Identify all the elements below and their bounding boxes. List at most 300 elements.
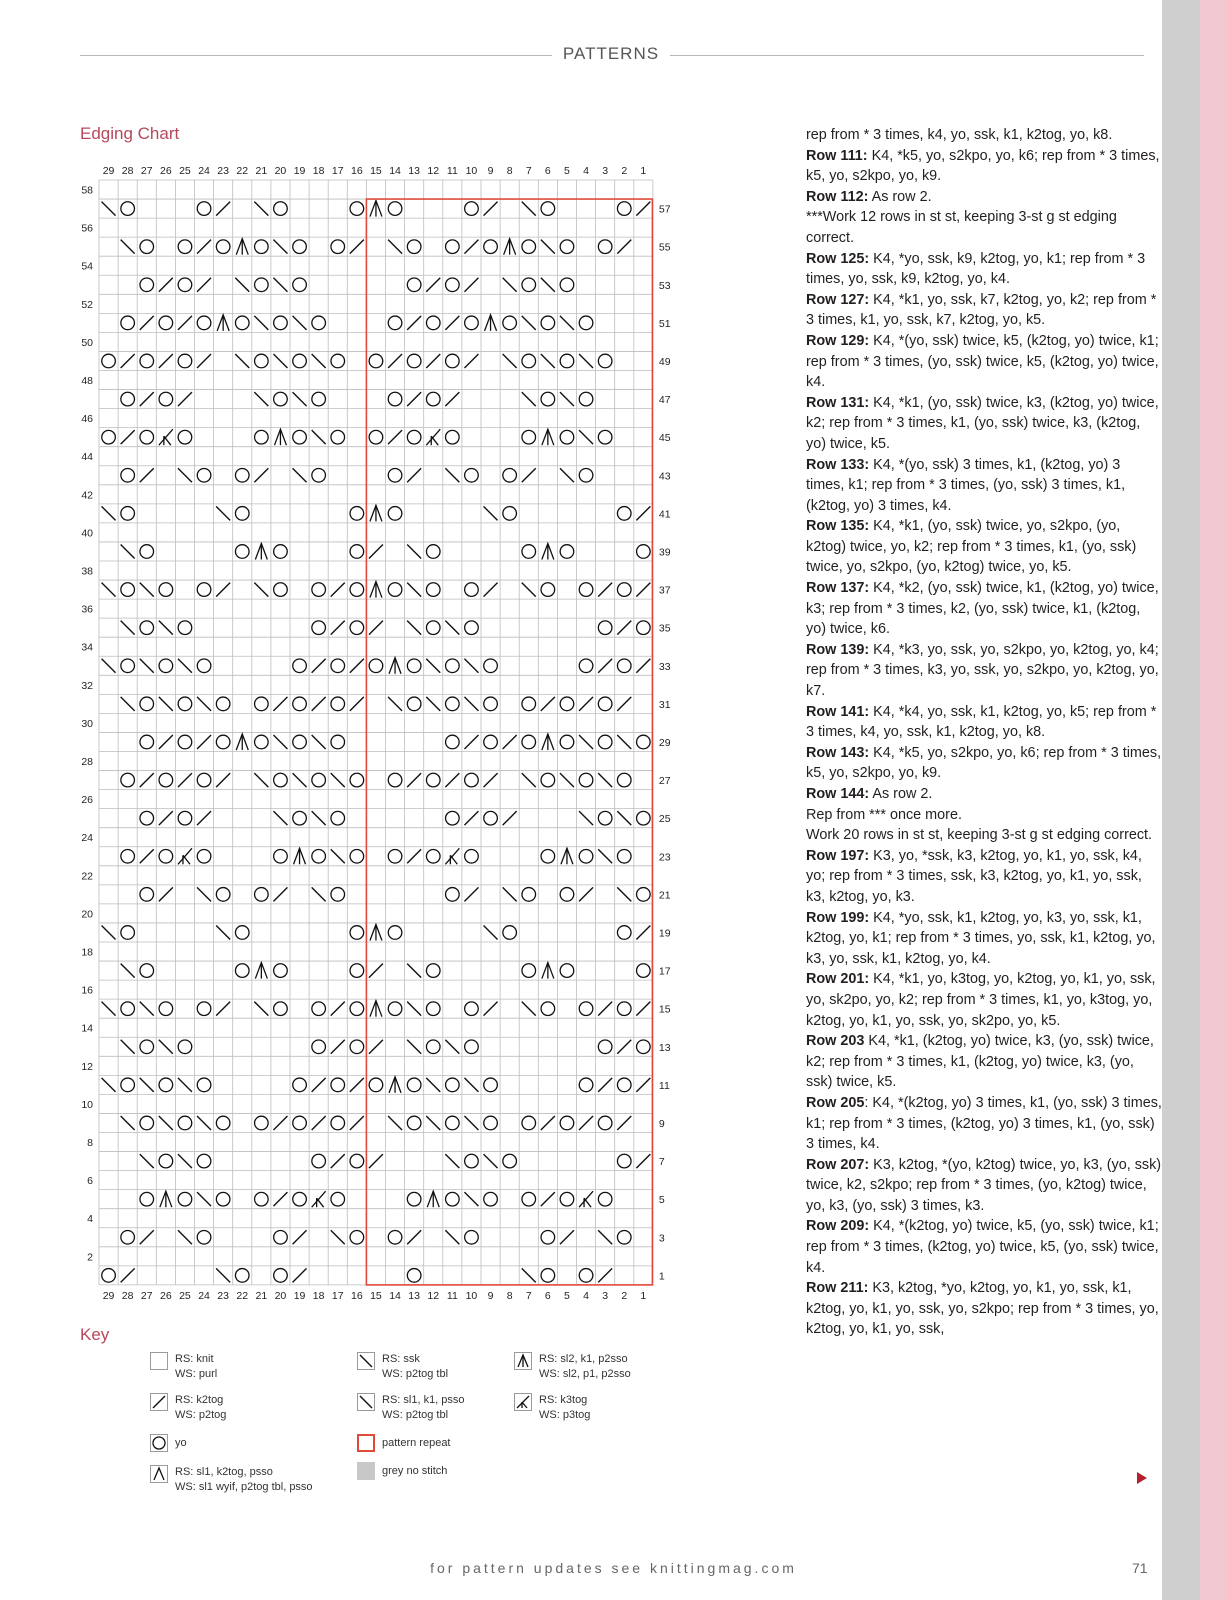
k2tog-symbol — [598, 583, 612, 597]
yo-symbol — [560, 735, 574, 749]
yo-symbol — [159, 1078, 173, 1092]
ssk-symbol — [159, 1040, 173, 1054]
chart-col-label-top: 11 — [446, 165, 458, 177]
yo-symbol — [312, 392, 326, 406]
chart-col-label-top: 7 — [525, 165, 532, 177]
ssk-symbol — [235, 278, 249, 292]
s2kpo-symbol — [542, 734, 554, 750]
ssk-symbol — [522, 1002, 536, 1016]
s2kpo-symbol — [160, 1191, 172, 1207]
k2tog-symbol — [273, 697, 287, 711]
chart-col-label-bottom: 5 — [564, 1289, 570, 1302]
yo-symbol — [617, 1230, 631, 1244]
s2kpo-symbol — [294, 848, 306, 864]
s2kpo-symbol — [542, 543, 554, 559]
k2tog-symbol — [617, 1040, 631, 1054]
chart-row-label-right: 15 — [658, 1003, 671, 1016]
yo-symbol — [121, 773, 135, 787]
instruction-row — [806, 784, 1162, 805]
chart-col-label-bottom: 25 — [179, 1289, 191, 1302]
chart-col-label-bottom: 1 — [640, 1289, 647, 1302]
yo-symbol — [274, 202, 288, 216]
yo-symbol — [350, 964, 364, 978]
key-item-repeat — [357, 1434, 451, 1452]
yo-symbol — [216, 240, 230, 254]
k2tog-symbol — [140, 316, 154, 330]
chart-row-label-left: 12 — [81, 1060, 93, 1073]
chart-row-label-left: 34 — [81, 641, 93, 654]
k2tog-symbol — [159, 735, 173, 749]
yo-symbol — [560, 240, 574, 254]
yo-symbol — [598, 1192, 612, 1206]
chart-col-label-top: 10 — [465, 165, 478, 177]
yo-symbol — [446, 240, 460, 254]
yo-symbol — [350, 621, 364, 635]
yo-symbol — [522, 545, 536, 559]
k2tog-symbol — [197, 240, 211, 254]
instruction-row — [806, 516, 1162, 578]
ssk-symbol — [522, 1268, 536, 1282]
yo-symbol — [407, 240, 421, 254]
yo-symbol — [446, 1192, 460, 1206]
yo-symbol — [426, 1002, 440, 1016]
chart-row-label-right: 33 — [658, 660, 671, 673]
key-label-line: WS: p2tog tbl — [382, 1409, 449, 1421]
key-label — [382, 1436, 451, 1451]
key-label-line: RS: k3tog — [539, 1394, 588, 1406]
instruction-row-label: Row 209: — [806, 1218, 870, 1235]
k2tog-symbol — [388, 354, 402, 368]
yo-symbol — [617, 583, 631, 597]
instruction-row — [806, 640, 1162, 702]
yo-symbol — [350, 202, 364, 216]
yo-symbol — [312, 583, 326, 597]
k2tog-symbol — [159, 811, 173, 825]
ssk-symbol — [121, 240, 135, 254]
instruction-row — [806, 1155, 1162, 1217]
yo-symbol — [178, 1116, 192, 1130]
yo-symbol — [140, 240, 154, 254]
k2tog-symbol — [178, 392, 192, 406]
chart-row-label-left: 10 — [81, 1098, 93, 1111]
yo-symbol — [465, 202, 479, 216]
yo-symbol — [121, 392, 135, 406]
yo-symbol — [541, 392, 555, 406]
yo-symbol — [255, 697, 269, 711]
yo-symbol — [293, 659, 307, 673]
chart-col-label-bottom: 22 — [236, 1289, 249, 1302]
chart-col-label-top: 8 — [506, 165, 513, 177]
ssk-symbol — [331, 773, 345, 787]
chart-col-label-bottom: 24 — [198, 1289, 210, 1302]
instruction-row — [806, 1093, 1162, 1155]
ssk-symbol — [293, 773, 307, 787]
yo-symbol — [617, 202, 631, 216]
ssk-symbol — [102, 506, 116, 520]
chart-row-label-left: 54 — [81, 260, 93, 273]
k2tog-symbol — [636, 1078, 650, 1092]
chart-col-label-top: 9 — [487, 165, 494, 177]
chart-col-label-bottom: 26 — [160, 1289, 172, 1302]
chart-col-label-bottom: 6 — [544, 1289, 551, 1302]
yo-symbol — [426, 964, 440, 978]
yo-symbol — [178, 354, 192, 368]
yo-symbol — [407, 354, 421, 368]
ssk-symbol — [407, 583, 421, 597]
ssk-symbol — [159, 621, 173, 635]
chart-col-label-bottom: 14 — [389, 1289, 401, 1302]
chart-row-label-left: 52 — [81, 298, 93, 311]
key-item-ssk — [357, 1352, 448, 1382]
yo-symbol — [331, 1116, 345, 1130]
chart-row-label-right: 47 — [658, 394, 671, 407]
s2kpo-symbol — [236, 239, 248, 255]
chart-grid — [99, 180, 653, 1285]
k2tog-symbol — [254, 468, 268, 482]
yo-symbol — [350, 1040, 364, 1054]
chart-row-label-left: 48 — [81, 375, 93, 388]
yo-symbol — [350, 1002, 364, 1016]
ssk-symbol — [445, 1040, 459, 1054]
instruction-row — [806, 125, 1162, 146]
yo-symbol — [407, 1116, 421, 1130]
chart-col-label-bottom: 15 — [370, 1289, 382, 1302]
k2tog-symbol — [407, 1230, 421, 1244]
k2tog-symbol — [312, 1116, 326, 1130]
instruction-row — [806, 146, 1162, 187]
key-item-s2kpo — [514, 1352, 631, 1382]
yo-symbol — [465, 468, 479, 482]
k2tog-symbol — [350, 659, 364, 673]
chart-row-label-left: 24 — [81, 832, 93, 845]
yo-symbol — [522, 278, 536, 292]
k2tog-symbol — [598, 659, 612, 673]
ssk-symbol — [102, 1078, 116, 1092]
yo-symbol — [102, 354, 116, 368]
instruction-row-label: Row 211: — [806, 1280, 869, 1297]
k2tog-symbol — [369, 544, 383, 558]
ssk-symbol — [445, 621, 459, 635]
yo-symbol — [197, 773, 211, 787]
ssk-symbol — [522, 773, 536, 787]
yo-symbol — [369, 1078, 383, 1092]
instruction-row — [806, 578, 1162, 640]
k2tog-symbol — [121, 354, 135, 368]
yo-symbol — [407, 1269, 421, 1283]
k2tog-symbol — [197, 278, 211, 292]
ssk-symbol — [254, 316, 268, 330]
instruction-row-text: K4, *k2, (yo, ssk) twice, k1, (k2tog, yo) twice, k3; rep from * 3 times, k2, (yo, ssk) twice, k1, (k2tog, yo) twice, k6. — [806, 580, 1159, 638]
yo-symbol — [484, 240, 498, 254]
yo-symbol — [274, 964, 288, 978]
yo-symbol — [331, 1192, 345, 1206]
measuring-ruler-pink — [1200, 0, 1227, 1600]
chart-row-label-left: 4 — [87, 1213, 93, 1226]
ssk-symbol — [102, 925, 116, 939]
chart-row-label-right: 11 — [658, 1079, 670, 1092]
pattern-instructions — [806, 125, 1162, 1340]
yo-symbol — [159, 392, 173, 406]
k2tog-symbol — [121, 430, 135, 444]
yo-symbol — [484, 1192, 498, 1206]
yo-symbol — [446, 1116, 460, 1130]
yo-symbol — [446, 888, 460, 902]
yo-symbol — [140, 1192, 154, 1206]
s2kpo-symbol — [504, 239, 516, 255]
ssk-symbol — [121, 621, 135, 635]
yo-symbol — [598, 811, 612, 825]
yo-symbol — [121, 926, 135, 940]
key-label-line: WS: sl2, p1, p2sso — [539, 1368, 631, 1380]
k2tog-symbol — [140, 392, 154, 406]
chart-col-label-top: 22 — [236, 165, 249, 177]
chart-row-label-left: 2 — [87, 1251, 93, 1264]
k2tog-symbol — [350, 1116, 364, 1130]
yo-symbol — [407, 1078, 421, 1092]
s2kpo-symbol — [542, 963, 554, 979]
instruction-row-text: K4, *yo, ssk, k1, k2tog, yo, k3, yo, ssk, k1, k2tog, yo, k1; rep from * 3 times, yo, ssk, k1, k2tog, yo, k3, yo, ssk, k1, k2tog, yo, k4. — [806, 909, 1156, 967]
chart-row-label-right: 1 — [658, 1270, 665, 1283]
yo-symbol — [274, 545, 288, 559]
s2kpo-symbol — [255, 963, 267, 979]
yo-symbol — [426, 583, 440, 597]
k2tog-symbol — [331, 1154, 345, 1168]
chart-col-label-top: 15 — [370, 165, 382, 177]
chart-col-label-bottom: 13 — [408, 1289, 420, 1302]
yo-symbol — [197, 1078, 211, 1092]
yo-symbol — [293, 240, 307, 254]
yo-symbol — [407, 278, 421, 292]
yo-symbol — [560, 1116, 574, 1130]
yo-symbol — [293, 354, 307, 368]
ssk-symbol — [464, 697, 478, 711]
yo-symbol — [293, 278, 307, 292]
s2kpo-symbol — [389, 1077, 401, 1093]
yo-symbol — [216, 1116, 230, 1130]
k2tog-symbol — [541, 1192, 555, 1206]
yo-symbol — [541, 1269, 555, 1283]
k2tog-symbol — [636, 659, 650, 673]
key-label-line: RS: k2tog — [175, 1394, 224, 1406]
ssk-symbol — [197, 887, 211, 901]
instruction-row-text: K4, *k5, yo, s2kpo, yo, k6; rep from * 3 times, k5, yo, s2kpo, yo, k9. — [806, 147, 1160, 185]
chart-row-label-right: 3 — [658, 1232, 665, 1245]
ssk-symbol — [273, 240, 287, 254]
yo-symbol — [426, 621, 440, 635]
yo-symbol — [331, 888, 345, 902]
yo-symbol — [293, 811, 307, 825]
k2tog-symbol — [407, 773, 421, 787]
yo-symbol — [465, 583, 479, 597]
k2tog-symbol — [197, 354, 211, 368]
k2tog-symbol — [388, 430, 402, 444]
ssk-symbol — [273, 811, 287, 825]
yo-symbol — [140, 735, 154, 749]
yo-symbol — [541, 849, 555, 863]
yo-symbol — [178, 1192, 192, 1206]
yo-symbol — [255, 430, 269, 444]
yo-symbol — [312, 468, 326, 482]
instruction-row-text: K3, yo, *ssk, k3, k2tog, yo, k1, yo, ssk, k4, yo; rep from * 3 times, ssk, k3, k2tog, yo, k1, yo, ssk, k3, k2tog, yo, k3. — [806, 847, 1142, 905]
instruction-row-label: Row 112: — [806, 188, 869, 205]
key-label-line: RS: sl2, k1, p2sso — [539, 1353, 628, 1365]
chart-row-label-left: 38 — [81, 565, 93, 578]
yo-symbol — [446, 659, 460, 673]
instruction-row-text: As row 2. — [868, 188, 932, 205]
k2tog-symbol — [140, 468, 154, 482]
yo-symbol — [178, 811, 192, 825]
yo-symbol — [503, 1154, 517, 1168]
instruction-row-text: K4, *k5, yo, s2kpo, yo, k6; rep from * 3 times, k5, yo, s2kpo, yo, k9. — [806, 744, 1162, 782]
yo-symbol — [541, 583, 555, 597]
instruction-row-text: Rep from *** once more. — [806, 806, 962, 823]
key-item-k3tog — [514, 1393, 590, 1423]
ssk-symbol — [503, 278, 517, 292]
ssk-symbol — [484, 506, 498, 520]
ssk-symbol — [293, 392, 307, 406]
yo-symbol — [255, 1192, 269, 1206]
ssk-symbol — [560, 468, 574, 482]
k2tog-symbol — [369, 621, 383, 635]
ssk-symbol — [178, 1078, 192, 1092]
instruction-row-label: Row 125: — [806, 250, 870, 267]
yo-symbol — [159, 1002, 173, 1016]
instruction-row-label: Row 205 — [806, 1094, 865, 1111]
key-symbol-s2kpo-icon — [514, 1352, 532, 1370]
yo-symbol — [388, 202, 402, 216]
yo-symbol — [255, 1116, 269, 1130]
k2tog-symbol — [350, 240, 364, 254]
yo-symbol — [178, 430, 192, 444]
key-symbol-yo-icon — [150, 1434, 168, 1452]
yo-symbol — [140, 278, 154, 292]
ssk-symbol — [464, 1116, 478, 1130]
chart-col-label-top: 12 — [427, 165, 440, 177]
ssk-symbol — [121, 697, 135, 711]
ssk-symbol — [503, 887, 517, 901]
ssk-symbol — [178, 1154, 192, 1168]
key-item-sk2po — [150, 1465, 313, 1495]
key-symbol-sk2po-icon — [150, 1465, 168, 1483]
ssk-symbol — [407, 964, 421, 978]
yo-symbol — [637, 888, 651, 902]
yo-symbol — [503, 507, 517, 521]
ssk-symbol — [388, 1116, 402, 1130]
instruction-row — [806, 908, 1162, 970]
yo-symbol — [140, 1116, 154, 1130]
yo-symbol — [579, 849, 593, 863]
instruction-row-label: Row 131: — [806, 394, 870, 411]
yo-symbol — [560, 354, 574, 368]
ssk-symbol — [617, 811, 631, 825]
k3tog-symbol — [426, 429, 440, 445]
yo-symbol — [426, 1040, 440, 1054]
yo-symbol — [140, 430, 154, 444]
key-label — [175, 1436, 187, 1451]
yo-symbol — [197, 1230, 211, 1244]
instruction-row-text: K3, k2tog, *(yo, k2tog) twice, yo, k3, (yo, ssk) twice, k2, s2kpo; rep from * 3 times, (yo, k2tog) twice, yo, k3, (yo, ssk) 3 times, k3. — [806, 1156, 1162, 1214]
k2tog-symbol — [312, 1078, 326, 1092]
yo-symbol — [140, 697, 154, 711]
ssk-symbol — [617, 887, 631, 901]
ssk-symbol — [560, 316, 574, 330]
s2kpo-symbol — [370, 582, 382, 598]
instruction-row-text: rep from * 3 times, k4, yo, ssk, k1, k2tog, yo, k8. — [806, 127, 1113, 143]
header-rule-left — [80, 55, 552, 56]
ssk-symbol — [254, 773, 268, 787]
ssk-symbol — [407, 544, 421, 558]
key-label-line: grey no stitch — [382, 1465, 448, 1477]
instruction-row — [806, 702, 1162, 743]
key-label — [382, 1464, 447, 1479]
yo-symbol — [197, 583, 211, 597]
k3tog-symbol — [445, 848, 459, 864]
k2tog-symbol — [579, 887, 593, 901]
k2tog-symbol — [350, 697, 364, 711]
key-label-line: RS: knit — [175, 1353, 214, 1365]
key-item-k2tog — [150, 1393, 226, 1423]
key-label-line: WS: p2tog — [175, 1409, 227, 1421]
ssk-symbol — [579, 735, 593, 749]
chart-col-label-bottom: 3 — [602, 1289, 609, 1302]
key-item-blank — [150, 1352, 217, 1382]
yo-symbol — [235, 926, 249, 940]
key-symbol-ssk-icon — [357, 1352, 375, 1370]
chart-col-label-bottom: 4 — [583, 1289, 589, 1302]
yo-symbol — [465, 1230, 479, 1244]
k2tog-symbol — [331, 621, 345, 635]
yo-symbol — [235, 964, 249, 978]
yo-symbol — [255, 888, 269, 902]
ssk-symbol — [102, 1002, 116, 1016]
k2tog-symbol — [636, 202, 650, 216]
yo-symbol — [235, 316, 249, 330]
ssk-symbol — [579, 811, 593, 825]
k2tog-symbol — [369, 1154, 383, 1168]
instruction-row-label: Row 127: — [806, 291, 870, 308]
s2kpo-symbol — [370, 1001, 382, 1017]
s2kpo-symbol — [389, 658, 401, 674]
instruction-row-label: Row 199: — [806, 909, 870, 926]
yo-symbol — [388, 507, 402, 521]
yo-symbol — [426, 545, 440, 559]
yo-symbol — [388, 1230, 402, 1244]
chart-row-label-right: 45 — [658, 432, 671, 445]
yo-symbol — [579, 773, 593, 787]
yo-symbol — [293, 1192, 307, 1206]
chart-col-label-bottom: 28 — [121, 1289, 134, 1302]
k2tog-symbol — [617, 1116, 631, 1130]
yo-symbol — [465, 1002, 479, 1016]
ssk-symbol — [579, 430, 593, 444]
edging-chart — [72, 158, 671, 1308]
k2tog-symbol — [407, 316, 421, 330]
yo-symbol — [522, 964, 536, 978]
chart-row-label-right: 51 — [658, 317, 671, 330]
ssk-symbol — [140, 1154, 154, 1168]
yo-symbol — [446, 278, 460, 292]
chart-row-label-right: 23 — [658, 851, 671, 864]
ssk-symbol — [254, 1002, 268, 1016]
yo-symbol — [159, 659, 173, 673]
k2tog-symbol — [273, 1116, 287, 1130]
chart-row-label-left: 56 — [81, 222, 93, 235]
instruction-row — [806, 207, 1162, 248]
yo-symbol — [350, 773, 364, 787]
ssk-symbol — [464, 1192, 478, 1206]
chart-row-label-left: 18 — [81, 946, 93, 959]
ssk-symbol — [216, 1268, 230, 1282]
